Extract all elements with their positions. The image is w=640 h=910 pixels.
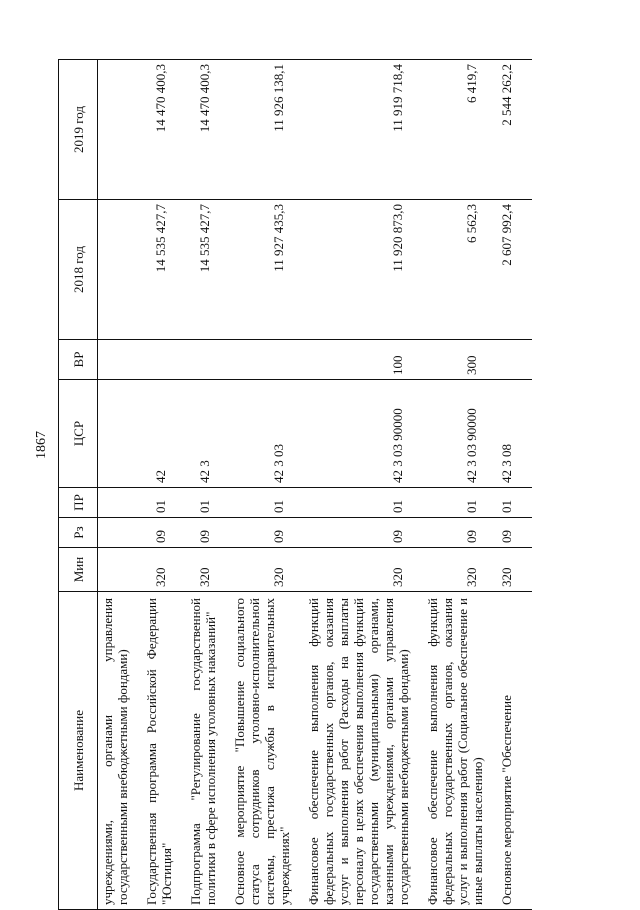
row-min: 320 xyxy=(142,548,186,592)
row-csr: 42 3 08 xyxy=(497,380,532,488)
row-pr xyxy=(98,488,143,518)
row-pr: 01 xyxy=(497,488,532,518)
row-2018: 14 535 427,7 xyxy=(186,200,230,340)
row-2019: 2 544 262,2 xyxy=(497,60,532,200)
header-vr: ВР xyxy=(59,340,98,380)
row-2019: 14 470 400,3 xyxy=(186,60,230,200)
row-min: 320 xyxy=(304,548,423,592)
row-rz: 09 xyxy=(230,518,304,548)
row-2018 xyxy=(98,200,143,340)
row-rz: 09 xyxy=(497,518,532,548)
row-vr: 300 xyxy=(423,340,497,380)
budget-table-sheet xyxy=(58,60,598,910)
row-pr: 01 xyxy=(230,488,304,518)
table-row xyxy=(304,60,423,910)
header-csr: ЦСР xyxy=(59,380,98,488)
row-min: 320 xyxy=(497,548,532,592)
row-name: Подпрограмма "Регулирование государственной политики в сфере исполнения уголовных наказаний" xyxy=(186,592,230,910)
header-rz: Рз xyxy=(59,518,98,548)
header-name: Наименование xyxy=(59,592,98,910)
table-row xyxy=(230,60,304,910)
row-vr xyxy=(230,340,304,380)
row-csr: 42 xyxy=(142,380,186,488)
row-pr: 01 xyxy=(304,488,423,518)
table-header-row xyxy=(59,60,98,910)
row-vr xyxy=(186,340,230,380)
row-vr xyxy=(142,340,186,380)
row-name: Финансовое обеспечение выполнения функций федеральных государственных органов, оказания услуг и выполнения работ (Социальное обеспечение и иные выплаты населению) xyxy=(423,592,497,910)
row-pr: 01 xyxy=(186,488,230,518)
table-row xyxy=(186,60,230,910)
row-rz: 09 xyxy=(186,518,230,548)
row-2019: 11 926 138,1 xyxy=(230,60,304,200)
table-row xyxy=(98,60,143,910)
row-2019 xyxy=(98,60,143,200)
row-rz: 09 xyxy=(142,518,186,548)
budget-table xyxy=(58,59,532,910)
row-2019: 14 470 400,3 xyxy=(142,60,186,200)
row-min: 320 xyxy=(423,548,497,592)
row-2019: 11 919 718,4 xyxy=(304,60,423,200)
row-min: 320 xyxy=(230,548,304,592)
row-2018: 2 607 992,4 xyxy=(497,200,532,340)
table-row xyxy=(497,60,532,910)
header-min: Мин xyxy=(59,548,98,592)
header-pr: ПР xyxy=(59,488,98,518)
row-name: Основное мероприятие "Повышение социального статуса сотрудников уголовно-исполнительной системы, престижа службы в исправительных учреждениях" xyxy=(230,592,304,910)
header-2018: 2018 год xyxy=(59,200,98,340)
row-2019: 6 419,7 xyxy=(423,60,497,200)
row-pr: 01 xyxy=(423,488,497,518)
row-min xyxy=(98,548,143,592)
row-csr: 42 3 03 xyxy=(230,380,304,488)
header-2019: 2019 год xyxy=(59,60,98,200)
row-csr: 42 3 03 90000 xyxy=(304,380,423,488)
row-csr: 42 3 xyxy=(186,380,230,488)
row-rz xyxy=(98,518,143,548)
row-vr xyxy=(98,340,143,380)
row-2018: 11 927 435,3 xyxy=(230,200,304,340)
row-name: Финансовое обеспечение выполнения функций федеральных государственных органов, оказания услуг и выполнения работ (Расходы на выплаты персоналу в целях обеспечения выполнения функций государственными (муниципальными) органами, казенными учреждениями, органами управления государственными внебюджетными фондами) xyxy=(304,592,423,910)
row-2018: 14 535 427,7 xyxy=(142,200,186,340)
row-pr: 01 xyxy=(142,488,186,518)
row-2018: 6 562,3 xyxy=(423,200,497,340)
row-csr: 42 3 03 90000 xyxy=(423,380,497,488)
table-row xyxy=(142,60,186,910)
row-name: учреждениями, органами управления государственными внебюджетными фондами) xyxy=(98,592,143,910)
row-min: 320 xyxy=(186,548,230,592)
row-csr xyxy=(98,380,143,488)
row-rz: 09 xyxy=(304,518,423,548)
row-2018: 11 920 873,0 xyxy=(304,200,423,340)
row-name: Государственная программа Российской Федерации "Юстиция" xyxy=(142,592,186,910)
row-vr xyxy=(497,340,532,380)
row-name: Основное мероприятие "Обеспечение xyxy=(497,592,532,910)
page-number: 1867 xyxy=(34,431,49,459)
table-row xyxy=(423,60,497,910)
row-vr: 100 xyxy=(304,340,423,380)
row-rz: 09 xyxy=(423,518,497,548)
